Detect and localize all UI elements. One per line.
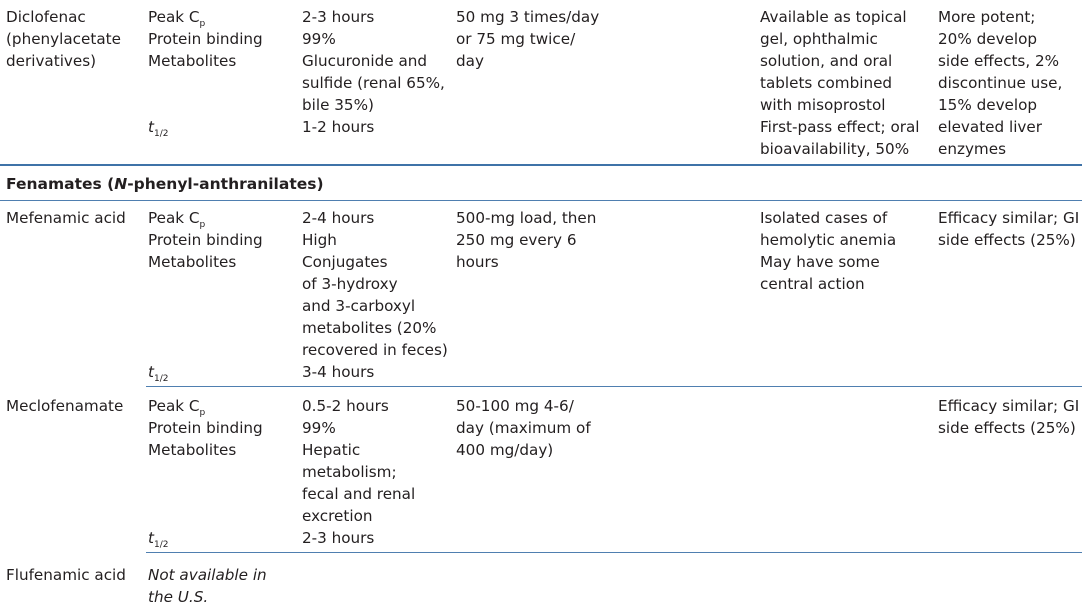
drug-name: Mefenamic acid [6, 209, 126, 227]
param-half-life: $t_{1/2}$ [148, 363, 169, 384]
param-metabolites: Metabolites [148, 52, 237, 70]
dose-line: hours [456, 253, 499, 271]
comment-line: Efficacy similar; GI [938, 397, 1080, 415]
param-protein-binding: Protein binding [148, 231, 263, 249]
row-divider [146, 552, 1082, 553]
note-line: solution, and oral [760, 52, 893, 70]
note-line: gel, ophthalmic [760, 30, 878, 48]
param-peak: Peak $C_p$ [148, 209, 206, 230]
value-line: Hepatic [302, 441, 361, 459]
half-life-value: 3-4 hours [302, 363, 375, 381]
heading-divider [0, 200, 1082, 201]
note-line: May have some [760, 253, 880, 271]
note-line: hemolytic anemia [760, 231, 897, 249]
value-line: 2-3 hours [302, 8, 375, 26]
note-line: tablets combined [760, 74, 893, 92]
half-life-value: 1-2 hours [302, 118, 375, 136]
comment-line: side effects (25%) [938, 231, 1076, 249]
comment-line: 20% develop [938, 30, 1038, 48]
note-line: with misoprostol [760, 96, 886, 114]
value-line: fecal and renal [302, 485, 416, 503]
comment-line: More potent; [938, 8, 1036, 26]
value-line: metabolites (20% [302, 319, 437, 337]
comment-line: 15% develop [938, 96, 1038, 114]
dose-line: 500-mg load, then [456, 209, 597, 227]
availability-note: the U.S. [148, 588, 209, 606]
value-line: Conjugates [302, 253, 388, 271]
comment-line: side effects, 2% [938, 52, 1060, 70]
dose-line: day (maximum of [456, 419, 591, 437]
row-divider [146, 386, 1082, 387]
section-heading: Fenamates (N-phenyl-anthranilates) [6, 175, 324, 193]
note-line: bioavailability, 50% [760, 140, 910, 158]
value-line: metabolism; [302, 463, 397, 481]
value-line: High [302, 231, 337, 249]
param-metabolites: Metabolites [148, 441, 237, 459]
value-line: bile 35%) [302, 96, 374, 114]
dose-line: 250 mg every 6 [456, 231, 577, 249]
param-peak: Peak $C_p$ [148, 397, 206, 418]
value-line: excretion [302, 507, 373, 525]
dose-line: 400 mg/day) [456, 441, 554, 459]
comment-line: discontinue use, [938, 74, 1063, 92]
drug-name: Meclofenamate [6, 397, 124, 415]
dose-line: 50-100 mg 4-6/ [456, 397, 574, 415]
comment-line: elevated liver [938, 118, 1042, 136]
dose-line: day [456, 52, 484, 70]
param-peak: Peak $C_p$ [148, 8, 206, 29]
section-divider [0, 164, 1082, 166]
half-life-value: 2-3 hours [302, 529, 375, 547]
note-line: Isolated cases of [760, 209, 888, 227]
value-line: Glucuronide and [302, 52, 428, 70]
value-line: 99% [302, 30, 336, 48]
comment-line: enzymes [938, 140, 1006, 158]
value-line: 2-4 hours [302, 209, 375, 227]
dose-line: 50 mg 3 times/day [456, 8, 600, 26]
note-line: central action [760, 275, 865, 293]
value-line: 0.5-2 hours [302, 397, 389, 415]
param-half-life: $t_{1/2}$ [148, 529, 169, 550]
value-line: of 3-hydroxy [302, 275, 398, 293]
drug-name: Flufenamic acid [6, 566, 126, 584]
note-line: Available as topical [760, 8, 907, 26]
drug-name: (phenylacetate [6, 30, 121, 48]
param-protein-binding: Protein binding [148, 30, 263, 48]
value-line: recovered in feces) [302, 341, 448, 359]
comment-line: Efficacy similar; GI [938, 209, 1080, 227]
note-line: First-pass effect; oral [760, 118, 920, 136]
availability-note: Not available in [148, 566, 267, 584]
param-half-life: $t_{1/2}$ [148, 118, 169, 139]
drug-name: derivatives) [6, 52, 97, 70]
dose-line: or 75 mg twice/ [456, 30, 576, 48]
value-line: sulfide (renal 65%, [302, 74, 445, 92]
value-line: and 3-carboxyl [302, 297, 416, 315]
param-protein-binding: Protein binding [148, 419, 263, 437]
comment-line: side effects (25%) [938, 419, 1076, 437]
param-metabolites: Metabolites [148, 253, 237, 271]
value-line: 99% [302, 419, 336, 437]
drug-name: Diclofenac [6, 8, 86, 26]
